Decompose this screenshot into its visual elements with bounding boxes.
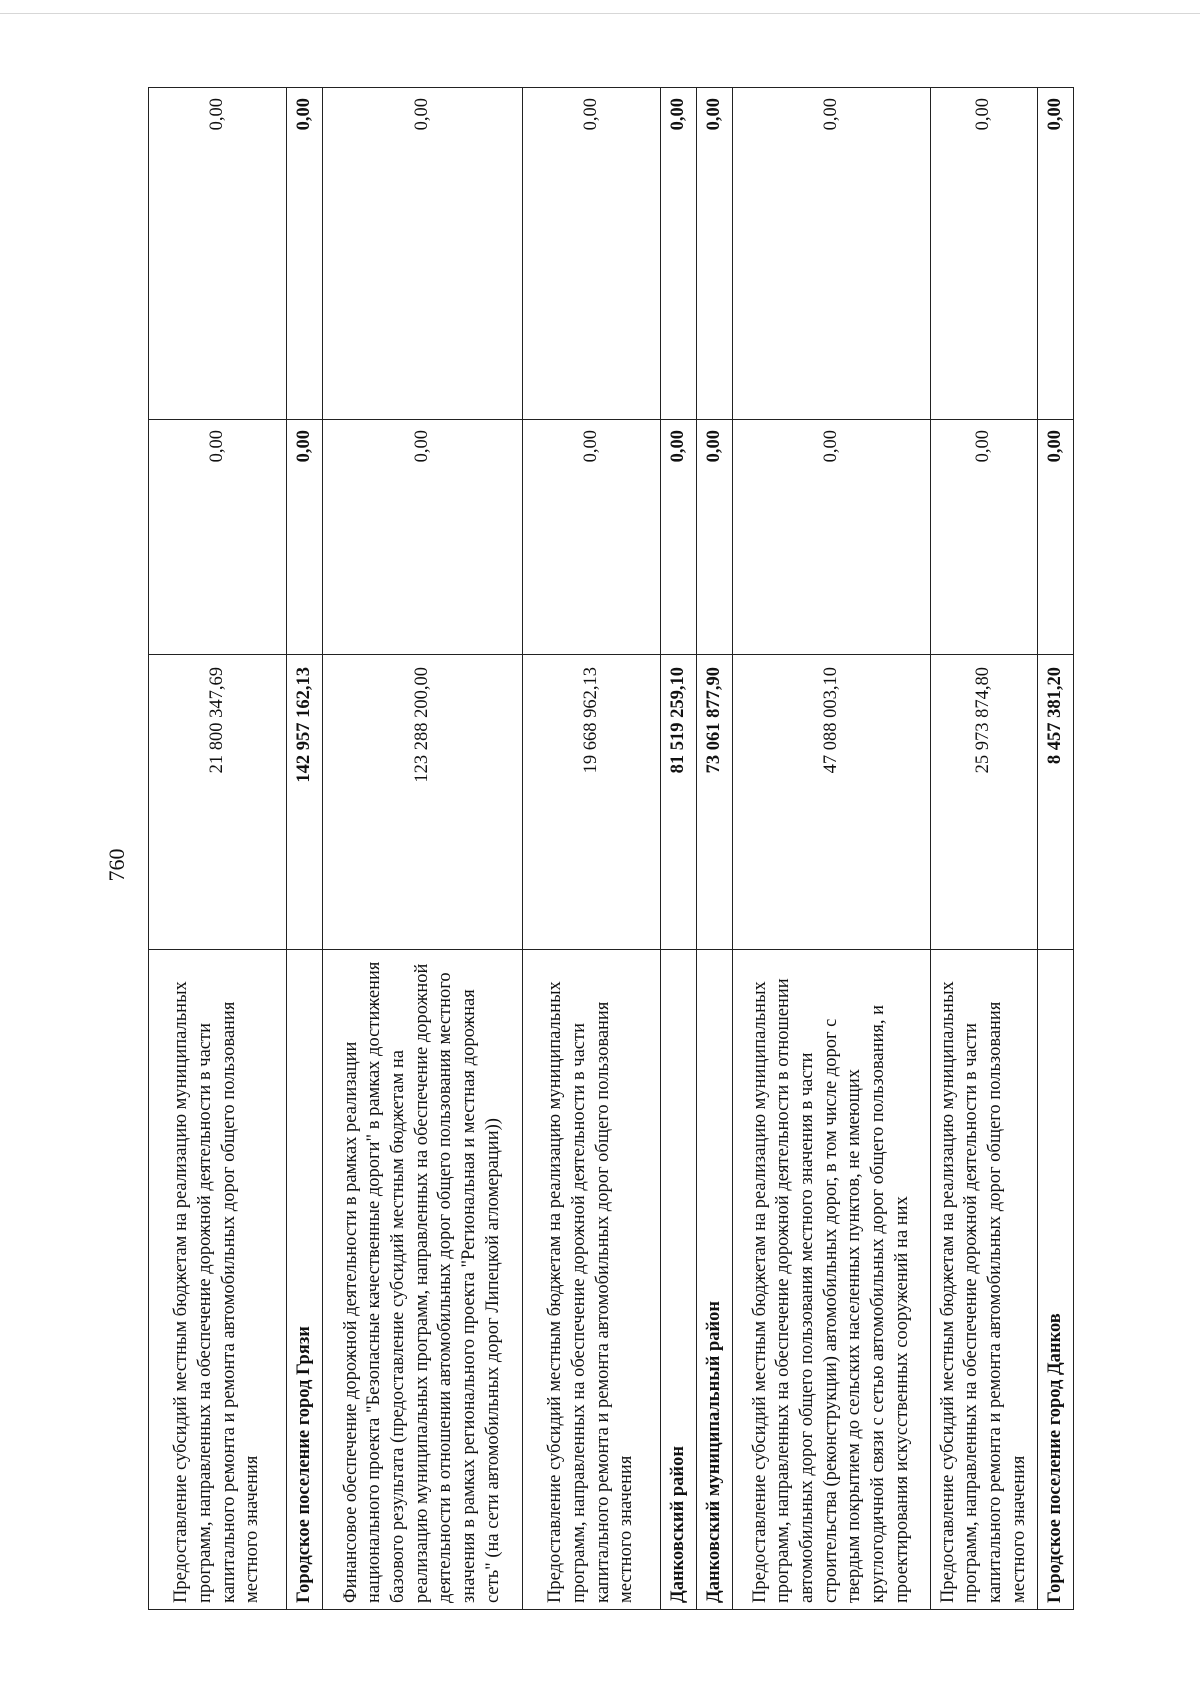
rotated-page-content (148, 88, 1073, 1610)
row-description: Предоставление субсидий местным бюджетам на реализацию муниципальных программ, направленных на обеспечение дорожной деятельности в части капитального ремонта и ремонта автомобильных дорог общего пользования местного значения (149, 950, 287, 1610)
row-description: Городское поселение город Данков (1038, 950, 1074, 1610)
row-description: Предоставление субсидий местным бюджетам на реализацию муниципальных программ, направленных на обеспечение дорожной деятельности в отношении автомобильных дорог общего пользования местного значения в части строительства (реконструкции) автомобильных дорог, в том числе дорог с твердым покрытием до сельских населенных пунктов, не имеющих круглогодичной связи с сетью автомобильных дорог общего пользования, и проектирования искусственных сооружений на них (733, 950, 931, 1610)
row-description: Данковский муниципальный район (697, 950, 733, 1610)
table-row (661, 88, 697, 1610)
scan-edge-line (0, 13, 1200, 14)
table-row (931, 88, 1038, 1610)
table-row (149, 88, 287, 1610)
budget-table (148, 87, 1074, 1610)
row-value-2: 0,00 (149, 420, 287, 655)
table-row (323, 88, 523, 1610)
row-value-2: 0,00 (1038, 420, 1074, 655)
table-row (523, 88, 661, 1610)
row-value-3: 0,00 (1038, 88, 1074, 420)
row-amount: 81 519 259,10 (661, 655, 697, 950)
table-row (697, 88, 733, 1610)
row-amount: 19 668 962,13 (523, 655, 661, 950)
row-value-3: 0,00 (287, 88, 323, 420)
row-amount: 21 800 347,69 (149, 655, 287, 950)
row-value-3: 0,00 (661, 88, 697, 420)
row-value-2: 0,00 (931, 420, 1038, 655)
row-value-2: 0,00 (697, 420, 733, 655)
row-amount: 73 061 877,90 (697, 655, 733, 950)
page-number: 760 (104, 848, 129, 882)
row-description: Финансовое обеспечение дорожной деятельности в рамках реализации национального проекта "Безопасные качественные дороги" в рамках достижения базового результата (предоставление субсидий местным бюджетам на реализацию муниципальных программ, направленных на обеспечение дорожной деятельности в отношении автомобильных дорог общего пользования местного значения в рамках регионального проекта "Региональная и местная дорожная сеть" (на сети автомобильных дорог Липецкой агломерации)) (323, 950, 523, 1610)
table-row (1038, 88, 1074, 1610)
row-amount: 142 957 162,13 (287, 655, 323, 950)
row-value-2: 0,00 (323, 420, 523, 655)
row-amount: 123 288 200,00 (323, 655, 523, 950)
table-row (733, 88, 931, 1610)
row-value-3: 0,00 (931, 88, 1038, 420)
row-value-2: 0,00 (523, 420, 661, 655)
row-value-2: 0,00 (733, 420, 931, 655)
row-description: Городское поселение город Грязи (287, 950, 323, 1610)
row-amount: 47 088 003,10 (733, 655, 931, 950)
row-value-3: 0,00 (697, 88, 733, 420)
row-description: Данковский район (661, 950, 697, 1610)
row-value-3: 0,00 (523, 88, 661, 420)
row-description: Предоставление субсидий местным бюджетам на реализацию муниципальных программ, направленных на обеспечение дорожной деятельности в части капитального ремонта и ремонта автомобильных дорог общего пользования местного значения (931, 950, 1038, 1610)
row-value-2: 0,00 (287, 420, 323, 655)
row-value-3: 0,00 (733, 88, 931, 420)
row-value-2: 0,00 (661, 420, 697, 655)
row-amount: 8 457 381,20 (1038, 655, 1074, 950)
row-description: Предоставление субсидий местным бюджетам на реализацию муниципальных программ, направленных на обеспечение дорожной деятельности в части капитального ремонта и ремонта автомобильных дорог общего пользования местного значения (523, 950, 661, 1610)
row-value-3: 0,00 (149, 88, 287, 420)
row-amount: 25 973 874,80 (931, 655, 1038, 950)
row-value-3: 0,00 (323, 88, 523, 420)
table-row (287, 88, 323, 1610)
